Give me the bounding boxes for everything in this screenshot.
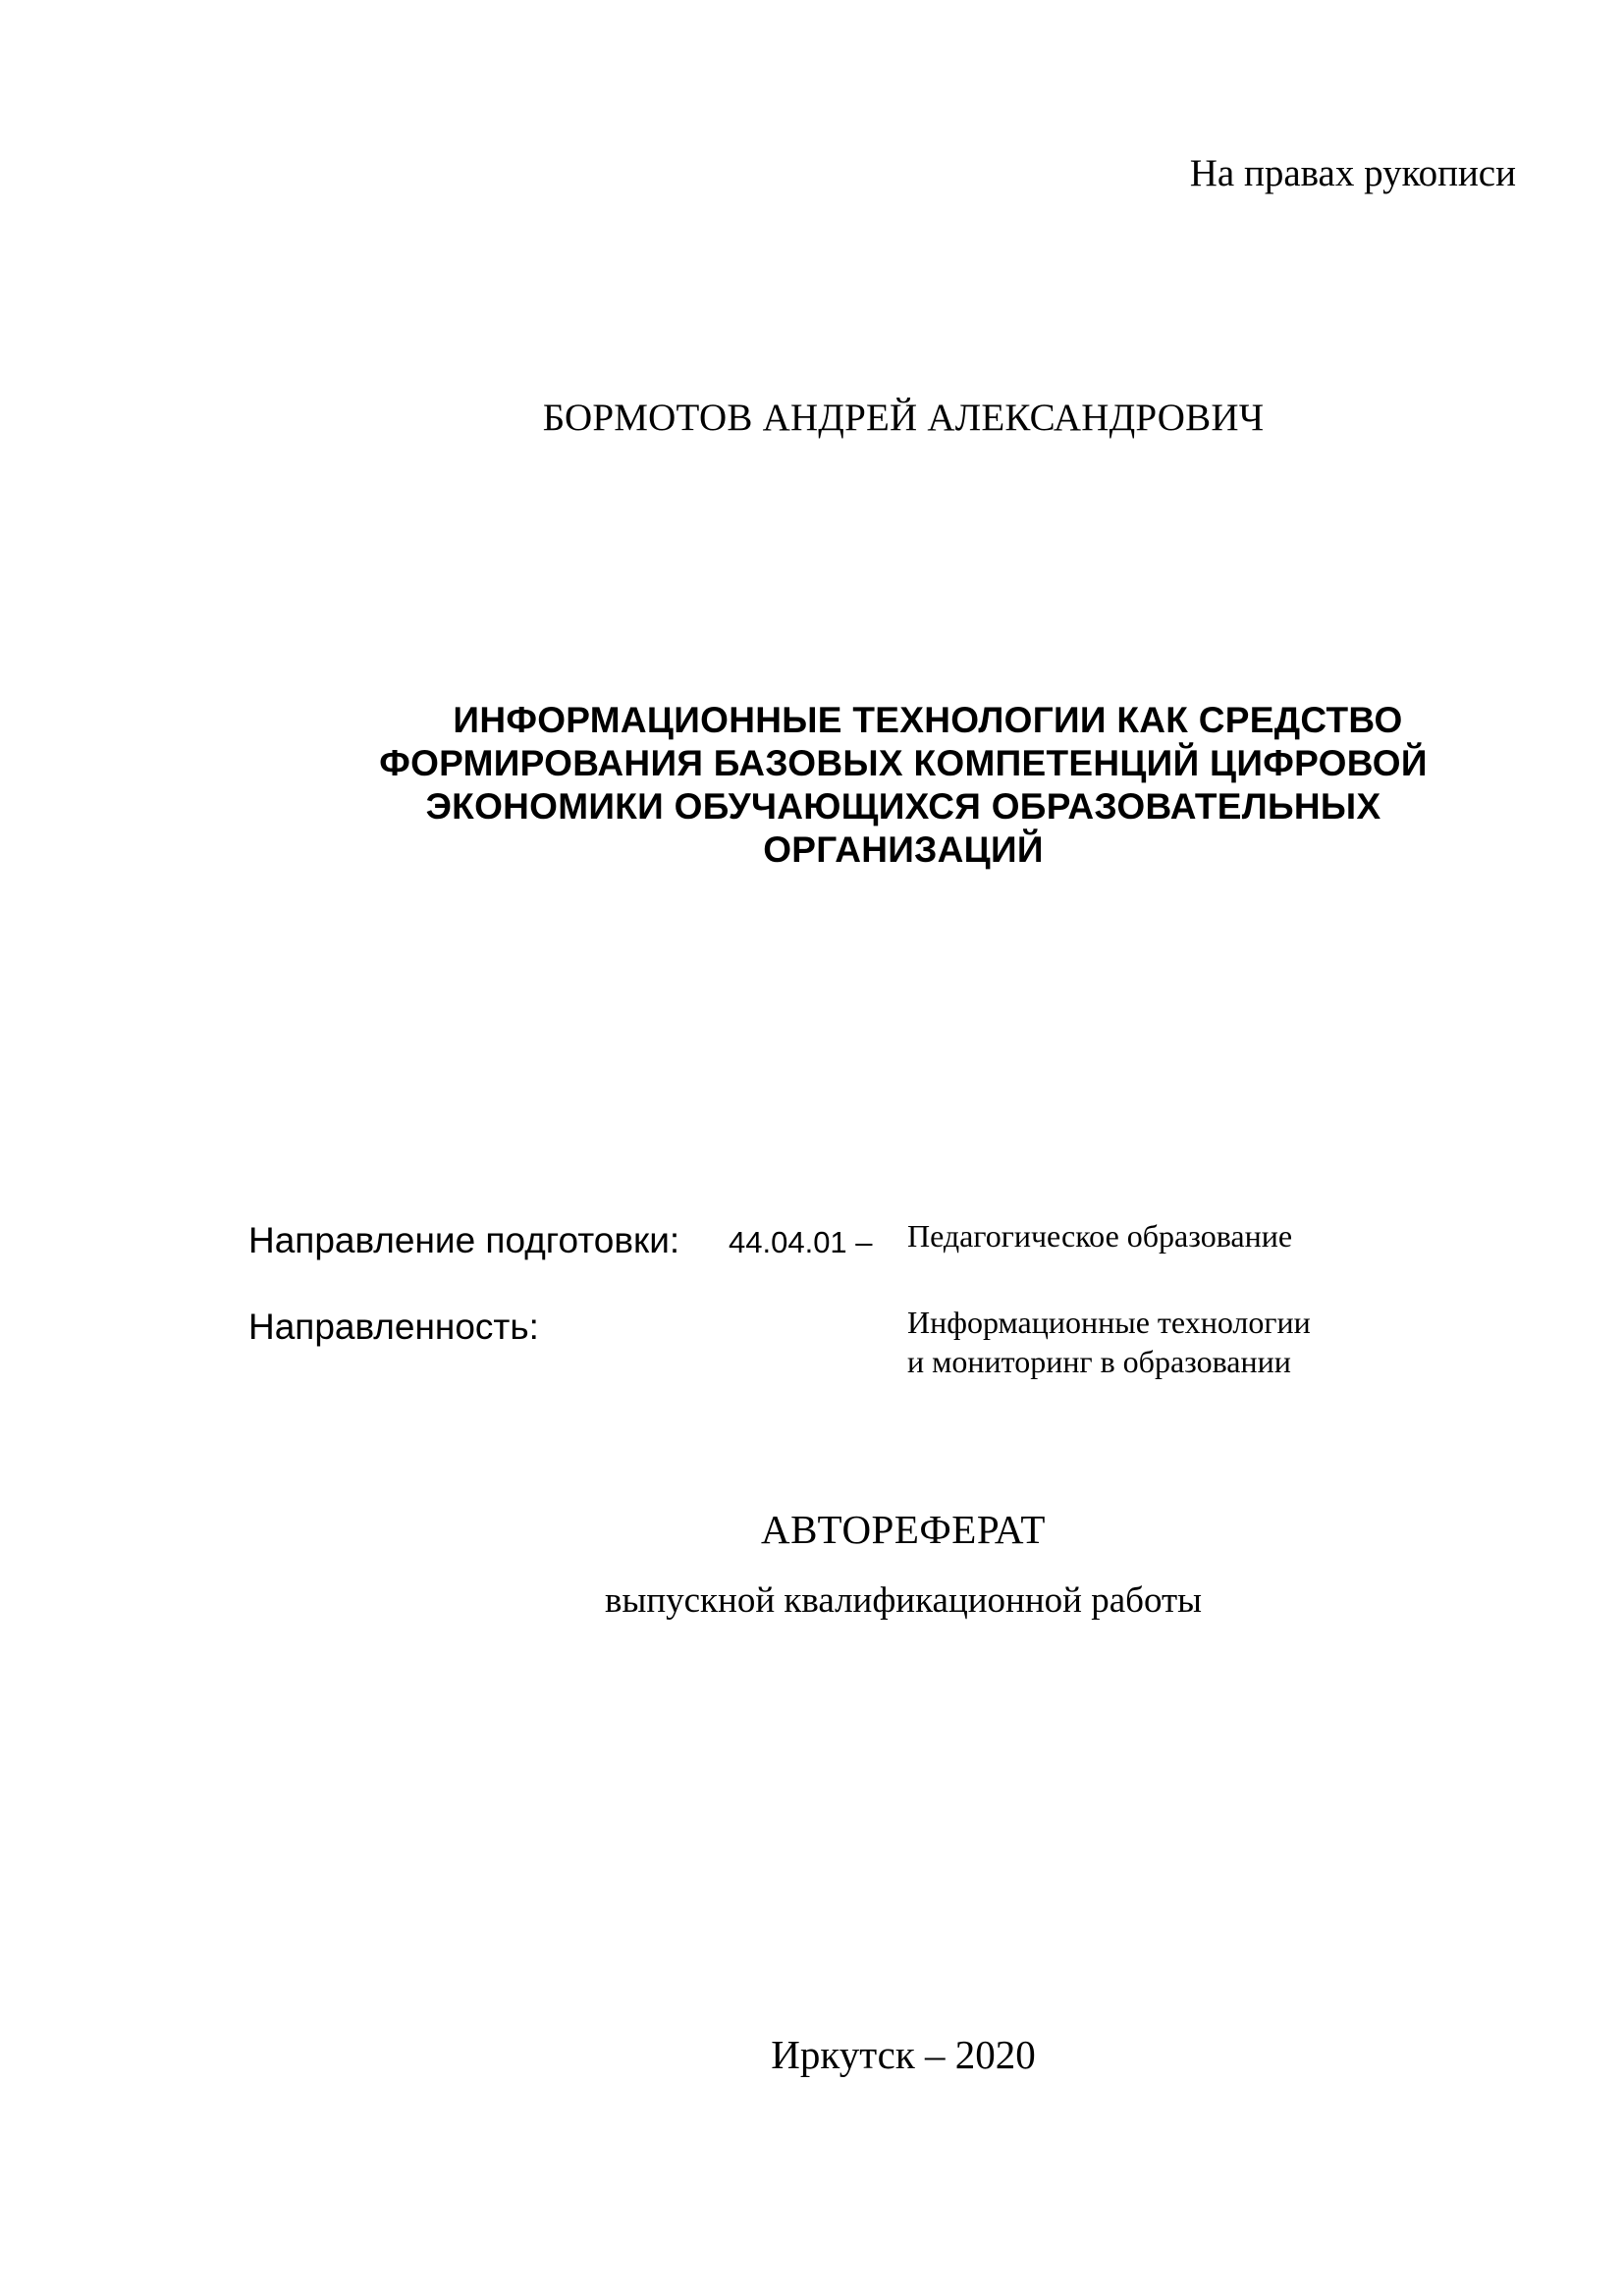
focus-value-line: и мониторинг в образовании	[907, 1344, 1291, 1379]
direction-code: 44.04.01 –	[729, 1225, 873, 1259]
title-line: ФОРМИРОВАНИЯ БАЗОВЫХ КОМПЕТЕНЦИЙ ЦИФРОВОЙ	[379, 743, 1428, 783]
title-line: ЭКОНОМИКИ ОБУЧАЮЩИХСЯ ОБРАЗОВАТЕЛЬНЫХ	[425, 786, 1381, 827]
document-subtype: выпускной квалификационной работы	[604, 1580, 1202, 1621]
focus-label: Направленность:	[248, 1307, 539, 1347]
city-year: Иркутск – 2020	[771, 2032, 1036, 2077]
document-type: АВТОРЕФЕРАТ	[761, 1507, 1046, 1552]
title-line: ИНФОРМАЦИОННЫЕ ТЕХНОЛОГИИ КАК СРЕДСТВО	[453, 700, 1403, 740]
title-line: ОРГАНИЗАЦИЙ	[763, 829, 1044, 870]
direction-value: Педагогическое образование	[907, 1218, 1293, 1254]
direction-label: Направление подготовки:	[248, 1220, 680, 1260]
manuscript-note: На правах рукописи	[1189, 152, 1516, 194]
thesis-title	[265, 699, 1542, 872]
focus-value	[907, 1303, 1311, 1381]
focus-value-line: Информационные технологии	[907, 1305, 1311, 1340]
author-name: БОРМОТОВ АНДРЕЙ АЛЕКСАНДРОВИЧ	[542, 397, 1265, 439]
